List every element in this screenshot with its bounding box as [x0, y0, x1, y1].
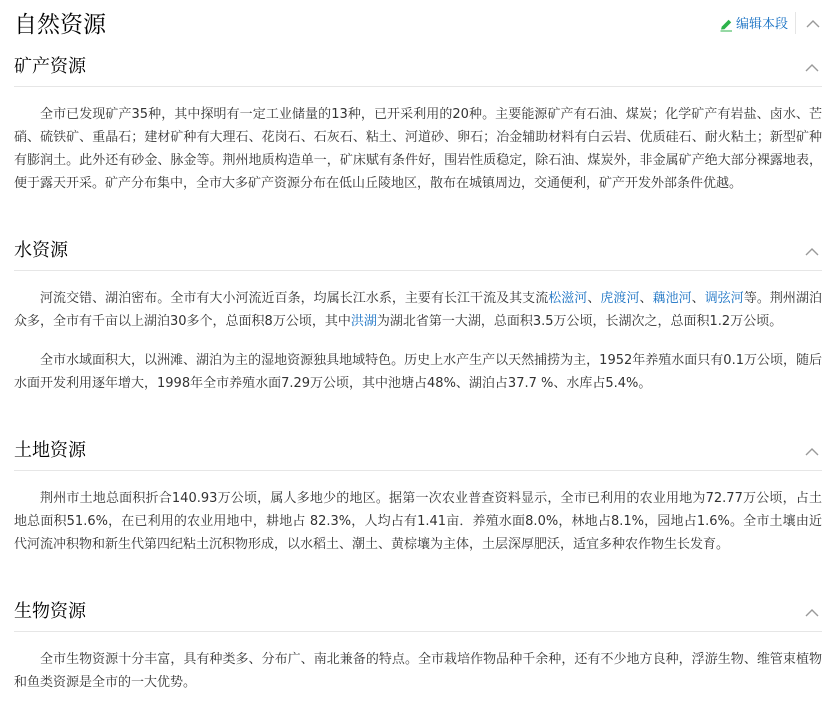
section-biology [14, 597, 822, 694]
section-title: 生物资源 [14, 601, 86, 622]
section-header [14, 597, 822, 632]
page-title: 自然资源 [14, 12, 106, 38]
collapse-all-button[interactable] [800, 10, 826, 38]
river-link-ouchi[interactable]: 藕池河 [652, 291, 692, 306]
section-land [14, 436, 822, 556]
header-divider [795, 12, 796, 34]
chevron-up-icon [806, 20, 820, 28]
river-link-hudu[interactable]: 虎渡河 [600, 291, 640, 306]
lake-link-honghu[interactable]: 洪湖 [350, 314, 377, 329]
edit-section-label: 编辑本段 [735, 17, 788, 32]
section-water [14, 236, 822, 395]
paragraph-text: 河流交错、湖泊密布。全市有大小河流近百条，均属长江水系，主要有长江干流及其支流 [40, 291, 549, 306]
section-header [14, 52, 822, 87]
river-link-tiaoxian[interactable]: 调弦河 [704, 291, 744, 306]
chevron-up-icon [805, 248, 819, 256]
section-paragraph: 全市生物资源十分丰富，具有种类多、分布广、南北兼备的特点。全市栽培作物品种千余种，还有不少地方良种，浮游生物、维管束植物和鱼类资源是全市的一大优势。 [14, 652, 822, 690]
separator: 、 [587, 291, 601, 306]
paragraph-text: 为湖北省第一大湖，总面积3.5万公顷，长湖次之，总面积1.2万公顷。 [376, 314, 783, 329]
section-header [14, 236, 822, 271]
section-collapse-button[interactable] [802, 603, 822, 623]
pencil-icon [719, 18, 733, 32]
separator: 、 [639, 291, 653, 306]
section-paragraph: 全市已发现矿产35种，其中探明有一定工业储量的13种，已开采利用的20种。主要能源矿产有石油、煤炭；化学矿产有岩盐、卤水、芒硝、硫铁矿、重晶石；建材矿种有大理石、花岗石、石灰石、粘土、河道砂、卵石；冶金辅助材料有白云岩、优质硅石、耐火粘土；新型矿种有膨润土。此外还有砂金、脉金等。荆州地质构造单一，矿床赋有条件好，围岩性质稳定，除石油、煤炭外，非金属矿产绝大部分裸露地表，便于露天开采。矿产分布集中，全市大多矿产资源分布在低山丘陵地区，散布在城镇周边，交通便利，矿产开发外部条件优越。 [14, 107, 822, 191]
section-paragraph: 荆州市土地总面积折合140.93万公顷，属人多地少的地区。据第一次农业普查资料显示，全市已利用的农业用地为72.77万公顷，占土地总面积51.6%，在已利用的农业用地中，耕地占 82.3%，人均占有1.41亩．养殖水面8.0%，林地占8.1%，园地占1.6%。全市土壤由近代河流冲积物和新生代第四纪粘土沉积物形成，以水稻土、潮土、黄棕壤为主体，土层深厚肥沃，适宜多种农作物生长发育。 [14, 491, 822, 552]
chevron-up-icon [805, 609, 819, 617]
section-minerals [14, 52, 822, 195]
paragraph-text: 等。荆州湖泊众多，全市有千亩以上湖泊30多个，总面积8万公顷，其中 [14, 291, 822, 329]
section-title: 矿产资源 [14, 56, 86, 77]
page-header [14, 6, 826, 46]
section-collapse-button[interactable] [802, 242, 822, 262]
section-title: 土地资源 [14, 440, 86, 461]
river-link-songzi[interactable]: 松滋河 [548, 291, 588, 306]
section-title: 水资源 [14, 240, 68, 261]
section-paragraph [14, 287, 822, 333]
chevron-up-icon [805, 448, 819, 456]
chevron-up-icon [805, 64, 819, 72]
section-collapse-button[interactable] [802, 58, 822, 78]
edit-section-link[interactable] [719, 16, 788, 34]
separator: 、 [691, 291, 705, 306]
section-header [14, 436, 822, 471]
section-paragraph: 全市水域面积大，以洲滩、湖泊为主的湿地资源独具地域特色。历史上水产生产以天然捕捞为主，1952年养殖水面只有0.1万公顷，随后水面开发利用逐年增大，1998年全市养殖水面7.29万公顷，其中池塘占48%、湖泊占37.7 %、水库占5.4%。 [14, 353, 822, 391]
section-collapse-button[interactable] [802, 442, 822, 462]
